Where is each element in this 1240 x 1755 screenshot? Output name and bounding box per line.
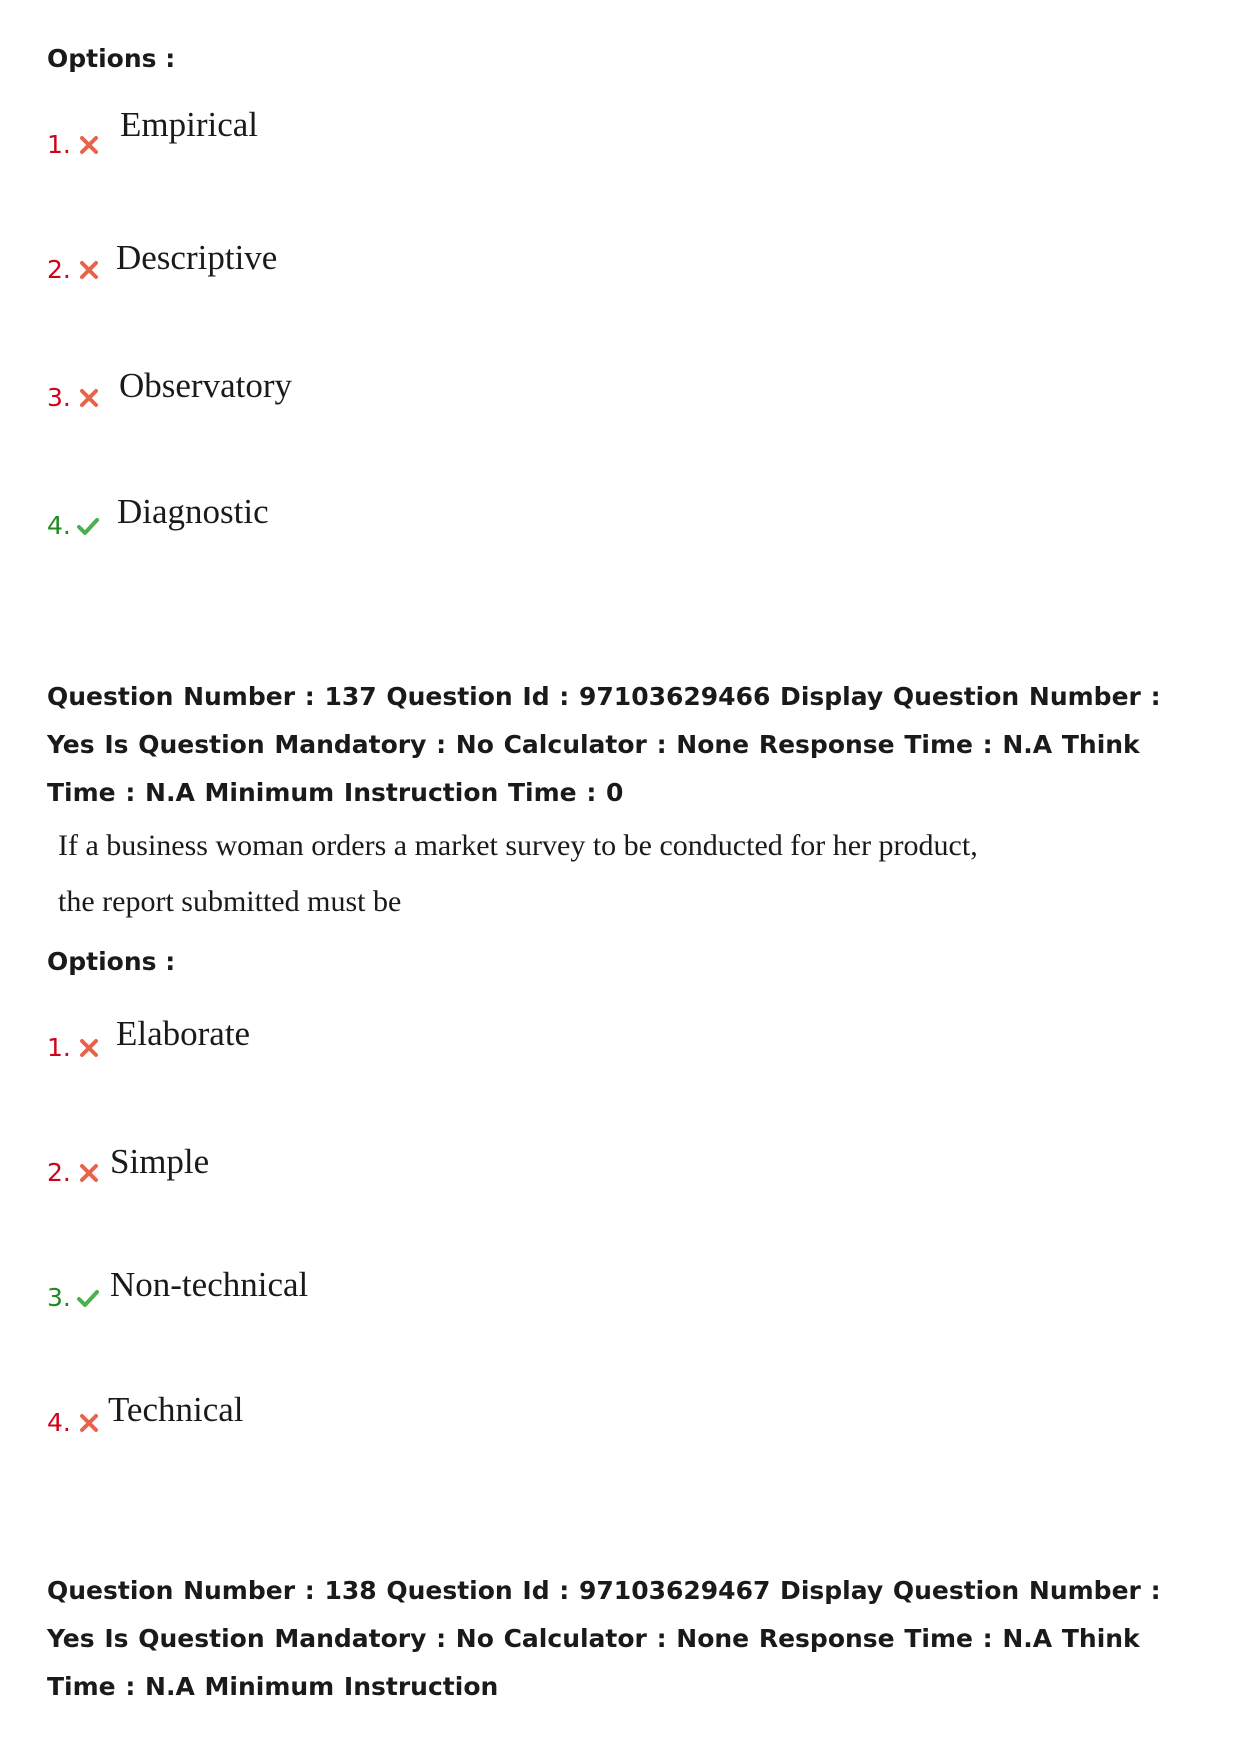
cross-icon xyxy=(77,1036,101,1060)
q137-question-line-2: the report submitted must be xyxy=(58,885,402,918)
q137-meta: Question Number : 137 Question Id : 97103629466 Display Question Number : Yes Is Question Mandatory : No Calculator : None Response Time : N.A Think Time : N.A Minimum Instruction Time : 0 xyxy=(47,682,1161,807)
check-icon xyxy=(76,1286,100,1310)
options-heading: Options : xyxy=(47,44,176,73)
option-text: Non-technical xyxy=(110,1265,309,1304)
option-text: Empirical xyxy=(120,105,259,144)
option-text: Descriptive xyxy=(116,238,278,277)
cross-icon xyxy=(77,258,101,282)
option-number: 4. xyxy=(47,1408,71,1437)
option-number: 4. xyxy=(47,511,71,540)
cross-icon xyxy=(77,386,101,410)
option-number: 3. xyxy=(47,1283,71,1312)
option-text: Diagnostic xyxy=(117,492,269,531)
option-text: Technical xyxy=(108,1390,244,1429)
option-number: 2. xyxy=(47,255,71,284)
cross-icon xyxy=(77,1161,101,1185)
cross-icon xyxy=(77,1411,101,1435)
option-number: 1. xyxy=(47,130,71,159)
cross-icon xyxy=(77,133,101,157)
options-heading: Options : xyxy=(47,947,176,976)
option-number: 1. xyxy=(47,1033,71,1062)
check-icon xyxy=(76,514,100,538)
option-number: 2. xyxy=(47,1158,71,1187)
q138-meta: Question Number : 138 Question Id : 97103629467 Display Question Number : Yes Is Question Mandatory : No Calculator : None Response Time : N.A Think Time : N.A Minimum Instruction xyxy=(47,1576,1161,1701)
option-number: 3. xyxy=(47,383,71,412)
option-text: Elaborate xyxy=(116,1014,251,1053)
option-text: Observatory xyxy=(119,366,293,405)
option-text: Simple xyxy=(110,1142,210,1181)
q137-question-line-1: If a business woman orders a market survey to be conducted for her product, xyxy=(58,829,978,862)
